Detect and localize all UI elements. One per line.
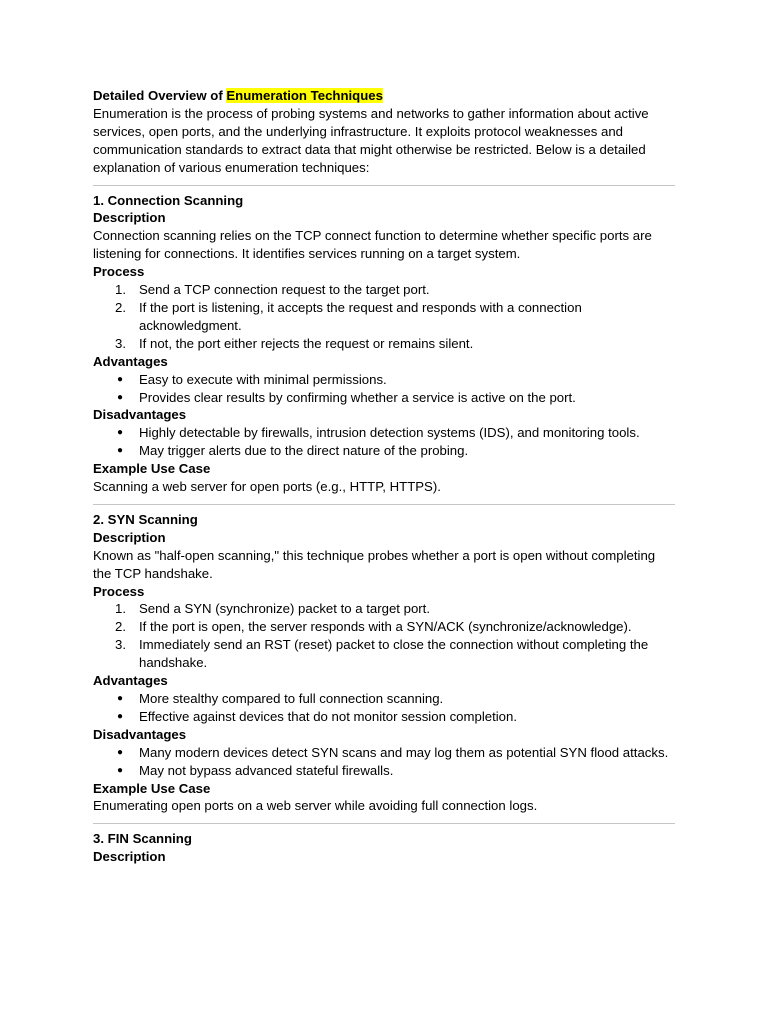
- item-text: May not bypass advanced stateful firewalls.: [139, 762, 394, 778]
- step-number: 2.: [115, 299, 126, 315]
- section-fin-scanning: [93, 830, 675, 866]
- process-heading: Process: [93, 583, 145, 599]
- step-text: Immediately send an RST (reset) packet to close the connection without completing the handshake.: [139, 637, 649, 671]
- step-text: Send a SYN (synchronize) packet to a target port.: [139, 601, 431, 617]
- process-list: [93, 281, 675, 353]
- description-heading: Description: [93, 529, 166, 545]
- list-item: [93, 708, 675, 726]
- advantages-heading: Advantages: [93, 353, 168, 369]
- process-step: [93, 299, 675, 335]
- section-title: 1. Connection Scanning: [93, 192, 244, 208]
- list-item: [93, 424, 675, 442]
- section-title: 3. FIN Scanning: [93, 831, 192, 847]
- process-step: [93, 335, 675, 353]
- bullet-icon: ●: [117, 445, 124, 457]
- step-number: 1.: [115, 601, 126, 617]
- list-item: [93, 389, 675, 407]
- example-heading: Example Use Case: [93, 461, 211, 477]
- bullet-icon: ●: [117, 427, 124, 439]
- list-item: [93, 762, 675, 780]
- description-heading: Description: [93, 849, 166, 865]
- description-text: Known as "half-open scanning," this technique probes whether a port is open without completing the TCP handshake.: [93, 547, 656, 581]
- bullet-icon: ●: [117, 693, 124, 704]
- document-page: [93, 87, 675, 866]
- list-item: [93, 744, 675, 762]
- step-text: If the port is open, the server responds with a SYN/ACK (synchronize/acknowledge).: [139, 619, 632, 635]
- list-item: [93, 690, 675, 708]
- step-text: If not, the port either rejects the request or remains silent.: [139, 335, 474, 351]
- description-text: Connection scanning relies on the TCP connect function to determine whether specific ports are listening for connections. It identifies services running on a target system.: [93, 228, 652, 262]
- bullet-icon: ●: [117, 764, 124, 776]
- section-divider: [93, 504, 675, 505]
- title-prefix: Detailed Overview of: [93, 88, 227, 103]
- example-heading: Example Use Case: [93, 780, 211, 796]
- step-text: If the port is listening, it accepts the request and responds with a connection acknowledgment.: [139, 299, 582, 333]
- item-text: Easy to execute with minimal permissions.: [139, 371, 387, 387]
- step-number: 3.: [115, 335, 126, 351]
- process-step: [93, 600, 675, 618]
- item-text: Many modern devices detect SYN scans and may log them as potential SYN flood attacks.: [139, 744, 669, 760]
- item-text: Provides clear results by confirming whether a service is active on the port.: [139, 389, 576, 405]
- bullet-icon: ●: [117, 710, 124, 722]
- disadvantages-heading: Disadvantages: [93, 726, 187, 742]
- process-heading: Process: [93, 264, 145, 280]
- title-highlight: Enumeration Techniques: [226, 88, 383, 103]
- disadvantages-heading: Disadvantages: [93, 407, 187, 423]
- list-item: [93, 442, 675, 460]
- item-text: More stealthy compared to full connection scanning.: [139, 691, 444, 706]
- disadvantages-list: [93, 424, 675, 460]
- section-divider: [93, 823, 675, 824]
- step-number: 2.: [115, 619, 126, 635]
- bullet-icon: ●: [117, 373, 124, 385]
- bullet-icon: ●: [117, 391, 124, 403]
- process-step: [93, 636, 675, 672]
- description-heading: Description: [93, 210, 166, 226]
- document-title: [93, 87, 675, 105]
- step-number: 1.: [115, 282, 126, 298]
- advantages-list: [93, 371, 675, 407]
- section-divider: [93, 185, 675, 186]
- process-step: [93, 281, 675, 299]
- disadvantages-list: [93, 744, 675, 780]
- intro-paragraph: Enumeration is the process of probing systems and networks to gather information about active services, open ports, and the underlying infrastructure. It exploits protocol weaknesses and communication standards to extract data that might otherwise be restricted. Below is a detailed explanation of various enumeration techniques:: [93, 105, 649, 175]
- process-step: [93, 618, 675, 636]
- item-text: Highly detectable by firewalls, intrusion detection systems (IDS), and monitoring tools.: [139, 425, 640, 441]
- item-text: May trigger alerts due to the direct nature of the probing.: [139, 443, 469, 459]
- process-list: [93, 600, 675, 672]
- advantages-heading: Advantages: [93, 673, 168, 689]
- section-connection-scanning: [93, 192, 675, 496]
- bullet-icon: ●: [117, 746, 124, 758]
- list-item: [93, 371, 675, 389]
- item-text: Effective against devices that do not monitor session completion.: [139, 708, 518, 724]
- step-text: Send a TCP connection request to the target port.: [139, 282, 430, 298]
- example-text: Scanning a web server for open ports (e.g., HTTP, HTTPS).: [93, 479, 441, 495]
- step-number: 3.: [115, 637, 126, 653]
- example-text: Enumerating open ports on a web server while avoiding full connection logs.: [93, 798, 538, 814]
- section-syn-scanning: [93, 511, 675, 815]
- advantages-list: [93, 690, 675, 726]
- section-title: 2. SYN Scanning: [93, 511, 198, 527]
